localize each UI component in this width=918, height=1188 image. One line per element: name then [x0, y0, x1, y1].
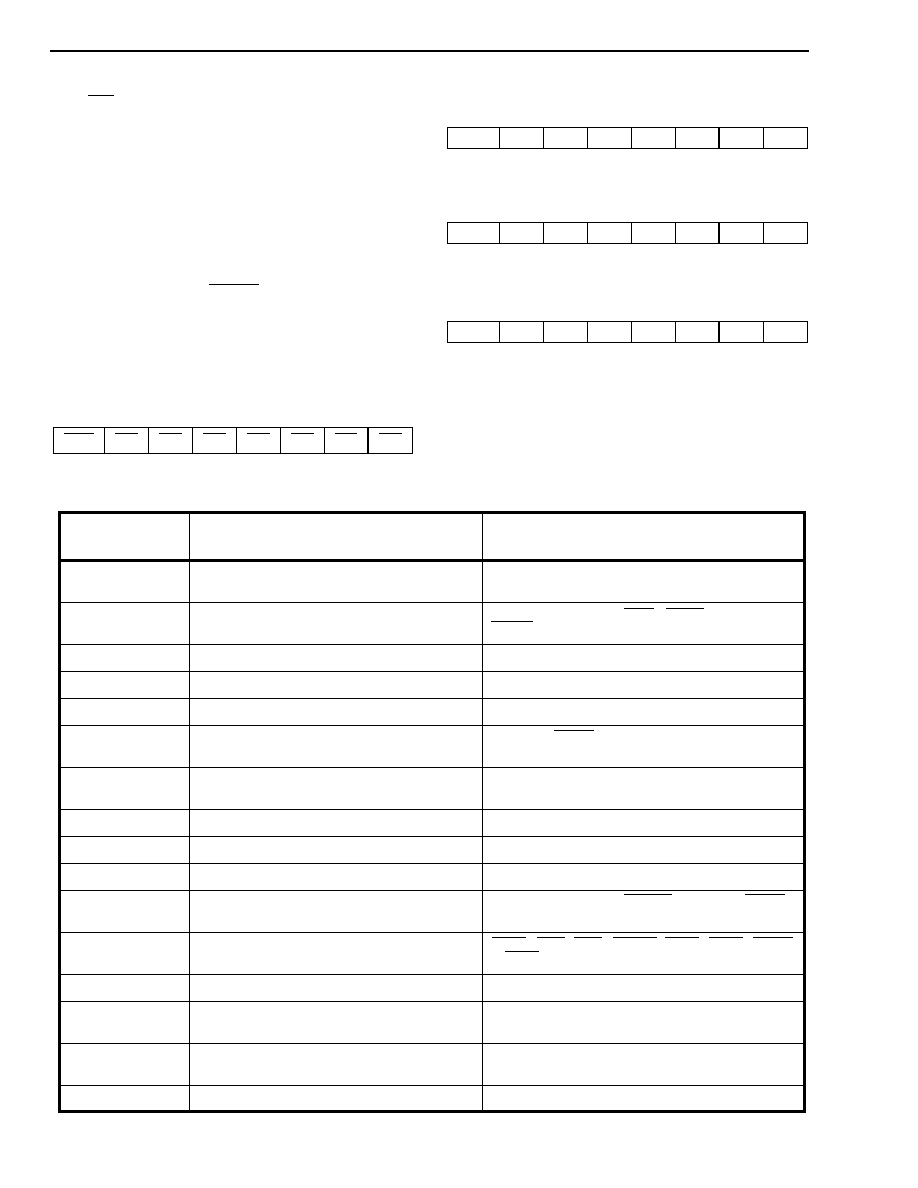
- register-bit: [632, 128, 676, 148]
- table-row: [60, 891, 805, 933]
- register-bit: [764, 128, 807, 148]
- register-bit: [676, 128, 720, 148]
- table-cell: [482, 891, 804, 933]
- table-cell: [189, 933, 482, 975]
- table-cell: [482, 645, 804, 672]
- table-row: [60, 726, 805, 768]
- register-c: [447, 321, 808, 343]
- table-cell: [60, 864, 190, 891]
- table-row: [60, 864, 805, 891]
- overline-mark: [537, 937, 565, 938]
- register-bit: [500, 223, 544, 243]
- table-cell: [60, 699, 190, 726]
- register-bit: [588, 322, 632, 342]
- register-bit: [193, 428, 237, 453]
- table-row: [60, 933, 805, 975]
- overline-mark: [574, 937, 602, 938]
- overline-mark: [505, 951, 539, 952]
- overline-mark: [88, 95, 114, 96]
- register-bit: [544, 223, 588, 243]
- table-row: [60, 1002, 805, 1044]
- table-cell: [60, 1086, 190, 1112]
- register-bit: [676, 223, 720, 243]
- register-bit: [632, 223, 676, 243]
- table-cell: [60, 768, 190, 810]
- table-row: [60, 837, 805, 864]
- overline-mark: [624, 894, 672, 895]
- register-bit: [720, 223, 764, 243]
- table-cell: [482, 933, 804, 975]
- register-bit: [149, 428, 193, 453]
- table-cell: [60, 837, 190, 864]
- table-row: [60, 699, 805, 726]
- register-bit: [588, 128, 632, 148]
- register-bit: [720, 128, 764, 148]
- pin-description-table: [58, 511, 806, 1113]
- header-cell: [482, 513, 804, 561]
- table-cell: [189, 1002, 482, 1044]
- register-bit: [237, 428, 281, 453]
- table-row: [60, 1044, 805, 1086]
- table-row: [60, 1086, 805, 1112]
- table-row: [60, 645, 805, 672]
- table-cell: [189, 561, 482, 603]
- overline-mark: [709, 937, 743, 938]
- overline-mark: [613, 937, 657, 938]
- table-row: [60, 768, 805, 810]
- overline-mark: [665, 937, 699, 938]
- register-bit: [544, 322, 588, 342]
- register-bit: [281, 428, 325, 453]
- register-bit: [448, 128, 500, 148]
- table-cell: [482, 864, 804, 891]
- overline-mark: [554, 730, 594, 731]
- register-bit: [764, 223, 807, 243]
- table-cell: [189, 1044, 482, 1086]
- register-bit: [544, 128, 588, 148]
- table-cell: [189, 975, 482, 1002]
- table-cell: [189, 699, 482, 726]
- table-cell: [482, 561, 804, 603]
- overline-mark: [753, 937, 793, 938]
- table-row: [60, 561, 805, 603]
- table-cell: [482, 837, 804, 864]
- table-cell: [60, 933, 190, 975]
- table-row: [60, 603, 805, 645]
- header-rule: [50, 50, 809, 52]
- table-cell: [482, 768, 804, 810]
- table-cell: [189, 672, 482, 699]
- register-b: [447, 222, 808, 244]
- table-cell: [482, 1044, 804, 1086]
- table-cell: [189, 1086, 482, 1112]
- register-bit: [720, 322, 764, 342]
- table-cell: [60, 645, 190, 672]
- overline-mark: [492, 937, 526, 938]
- register-bit: [500, 128, 544, 148]
- register-bit: [676, 322, 720, 342]
- overline-mark: [209, 284, 259, 285]
- table-cell: [189, 645, 482, 672]
- table-cell: [189, 726, 482, 768]
- table-cell: [482, 1086, 804, 1112]
- table-cell: [60, 561, 190, 603]
- table-cell: [189, 837, 482, 864]
- table-cell: [60, 975, 190, 1002]
- table-cell: [60, 1002, 190, 1044]
- overline-mark: [745, 894, 785, 895]
- header-cell: [189, 513, 482, 561]
- table-header-row: [60, 513, 805, 561]
- register-bit: [54, 428, 105, 453]
- table-cell: [482, 975, 804, 1002]
- table-cell: [189, 891, 482, 933]
- register-bit: [632, 322, 676, 342]
- register-bit: [764, 322, 807, 342]
- table-cell: [60, 810, 190, 837]
- register-bit: [105, 428, 149, 453]
- table-cell: [482, 726, 804, 768]
- register-bit: [325, 428, 369, 453]
- register-bit: [448, 322, 500, 342]
- table-row: [60, 975, 805, 1002]
- table-cell: [60, 672, 190, 699]
- overline-mark: [624, 608, 654, 609]
- table-cell: [60, 603, 190, 645]
- table-cell: [482, 699, 804, 726]
- table-cell: [60, 726, 190, 768]
- table-cell: [482, 810, 804, 837]
- table-cell: [482, 1002, 804, 1044]
- header-cell: [60, 513, 190, 561]
- register-bit: [500, 322, 544, 342]
- table-cell: [189, 810, 482, 837]
- table-cell: [482, 672, 804, 699]
- table-row: [60, 810, 805, 837]
- table-row: [60, 672, 805, 699]
- overline-mark: [491, 621, 533, 622]
- register-d: [53, 427, 413, 454]
- table-cell: [189, 603, 482, 645]
- table-cell: [189, 864, 482, 891]
- register-a: [447, 127, 808, 149]
- table-cell: [482, 603, 804, 645]
- table-cell: [60, 1044, 190, 1086]
- register-bit: [369, 428, 412, 453]
- register-bit: [448, 223, 500, 243]
- register-bit: [588, 223, 632, 243]
- table-cell: [189, 768, 482, 810]
- overline-mark: [666, 608, 704, 609]
- table-cell: [60, 891, 190, 933]
